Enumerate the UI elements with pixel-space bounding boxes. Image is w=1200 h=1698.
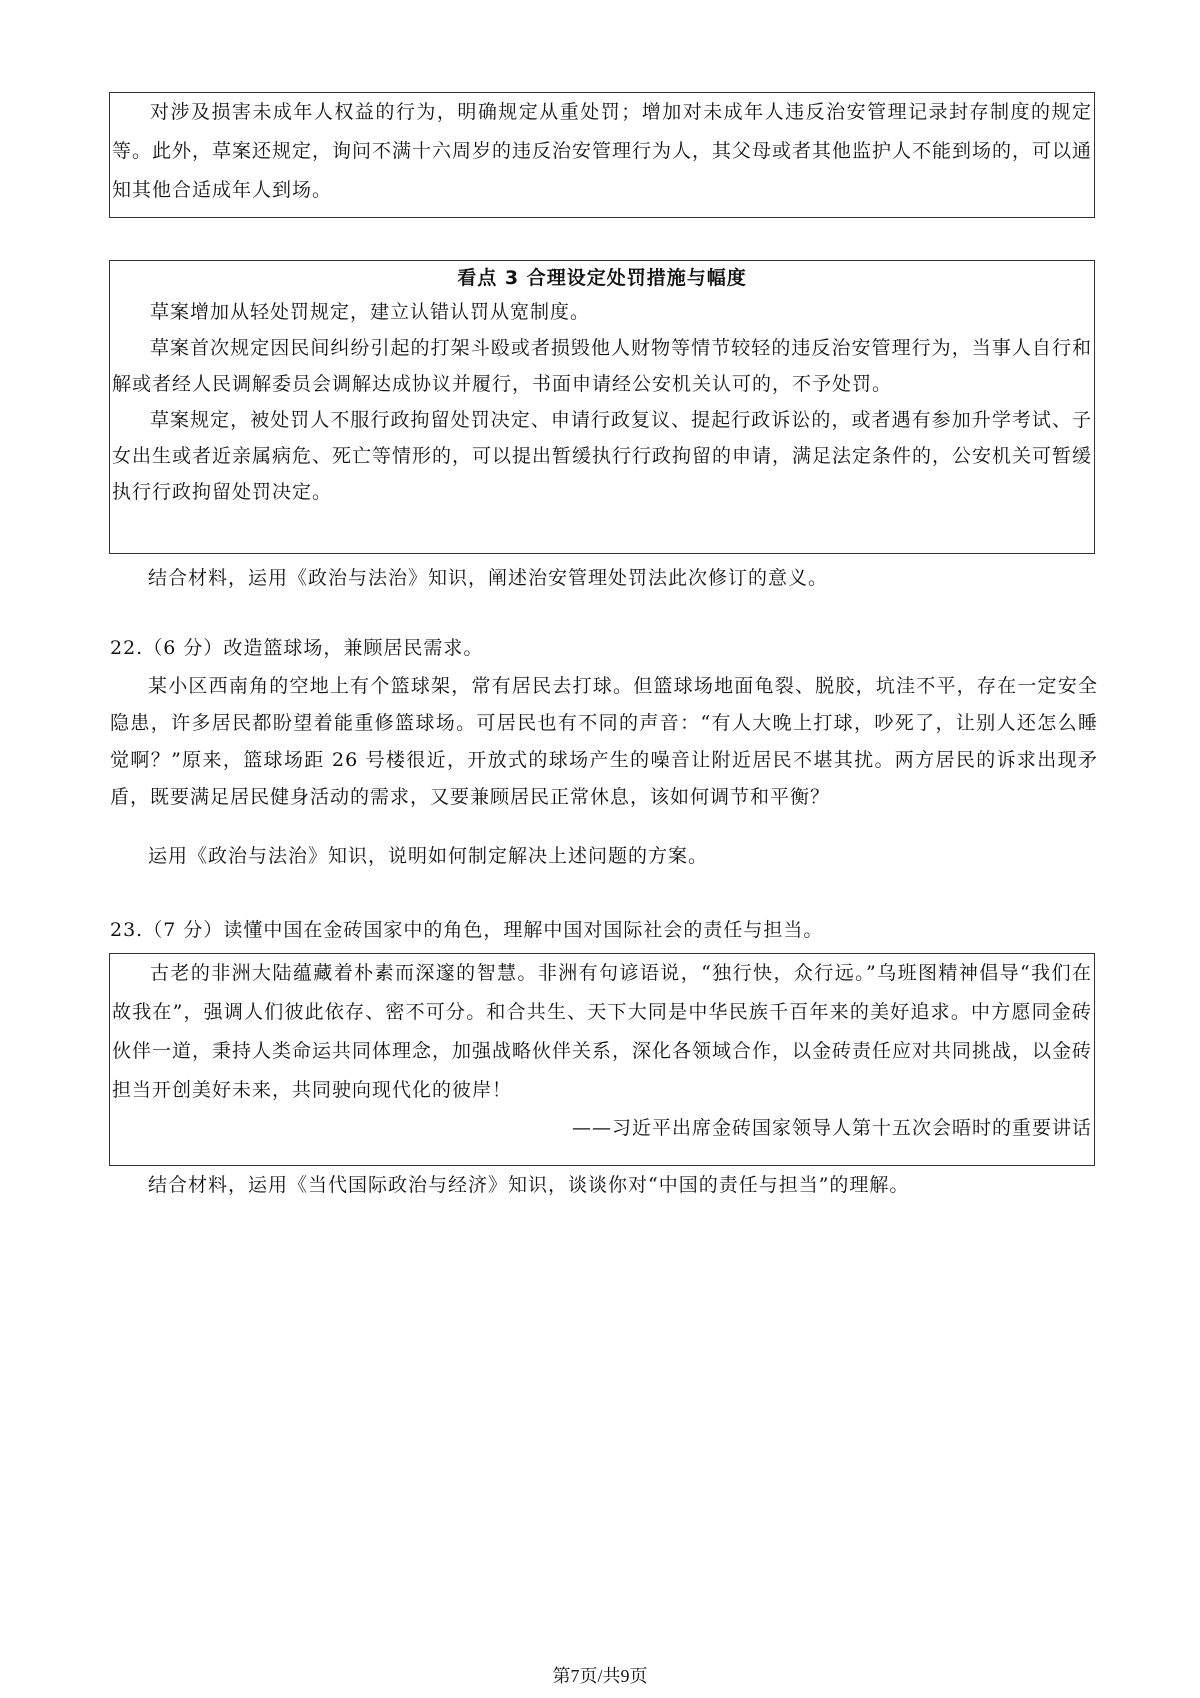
question-23-prompt: 结合材料，运用《当代国际政治与经济》知识，谈谈你对“中国的责任与担当”的理解。 — [148, 1174, 910, 1196]
quote-paragraph: 古老的非洲大陆蕴藏着朴素而深邃的智慧。非洲有句谚语说，“独行快，众行远。”乌班图精神倡导“我们在故我在”，强调人们彼此依存、密不可分。和合共生、天下大同是中华民族千百年来的美好追求。中方愿同金砖伙伴一道，秉持人类命运共同体理念，加强战略伙伴关系，深化各领域合作，以金砖责任应对共同挑战，以金砖担当开创美好未来，共同驶向现代化的彼岸！ — [112, 962, 1093, 1101]
question-22-prompt: 运用《政治与法治》知识，说明如何制定解决上述问题的方案。 — [148, 845, 709, 867]
question-23-header: 23.（7 分）读懂中国在金砖国家中的角色，理解中国对国际社会的责任与担当。 — [110, 919, 824, 941]
material-paragraph-3: 草案规定，被处罚人不服行政拘留处罚决定、申请行政复议、提起行政诉讼的，或者遇有参加升学考试、子女出生或者近亲属病危、死亡等情形的，可以提出暂缓执行行政拘留的申请，满足法定条件的，公安机关可暂缓执行行政拘留处罚决定。 — [112, 409, 1093, 503]
question-22-header: 22.（6 分）改造篮球场，兼顾居民需求。 — [110, 637, 484, 659]
material-paragraph-2: 草案首次规定因民间纠纷引起的打架斗殴或者损毁他人财物等情节较轻的违反治安管理行为，当事人自行和解或者经人民调解委员会调解达成协议并履行，书面申请经公安机关认可的，不予处罚。 — [112, 337, 1092, 395]
question-22-body: 某小区西南角的空地上有个篮球架，常有居民去打球。但篮球场地面龟裂、脱胶，坑洼不平，存在一定安全隐患，许多居民都盼望着能重修篮球场。可居民也有不同的声音：“有人大晚上打球，吵死了，让别人还怎么睡觉啊？”原来，篮球场距 26 号楼很近，开放式的球场产生的噪音让附近居民不堪其扰。两方居民的诉求出现矛盾，既要满足居民健身活动的需求，又要兼顾居民正常休息，该如何调节和平衡？ — [110, 675, 1098, 808]
material-box-2 — [109, 260, 1095, 554]
question-21-prompt: 结合材料，运用《政治与法治》知识，阐述治安管理处罚法此次修订的意义。 — [148, 567, 829, 589]
box-title: 看点 3 合理设定处罚措施与幅度 — [457, 267, 747, 289]
quote-box — [109, 953, 1095, 1166]
material-paragraph: 对涉及损害未成年人权益的行为，明确规定从重处罚；增加对未成年人违反治安管理记录封存制度的规定等。此外，草案还规定，询问不满十六周岁的违反治安管理行为人，其父母或者其他监护人不能到场的，可以通知其他合适成年人到场。 — [112, 101, 1093, 201]
page-number: 第7页/共9页 — [552, 1666, 648, 1686]
quote-source: ——习近平出席金砖国家领导人第十五次会晤时的重要讲话 — [571, 1117, 1092, 1139]
material-box-1 — [109, 92, 1095, 218]
material-paragraph-1: 草案增加从轻处罚规定，建立认错认罚从宽制度。 — [150, 301, 591, 323]
